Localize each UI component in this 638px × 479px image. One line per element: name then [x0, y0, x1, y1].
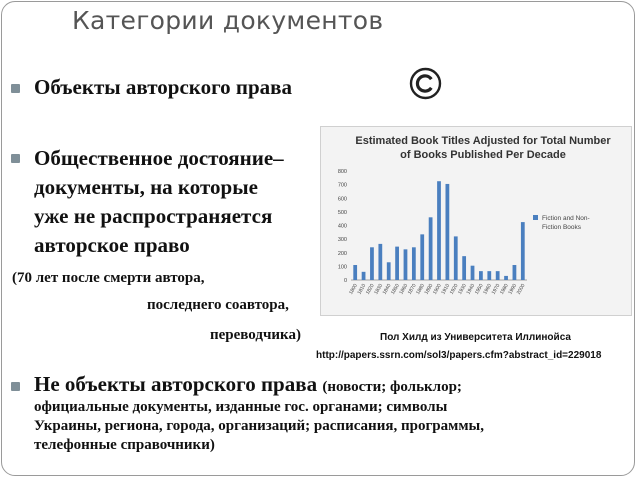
- bar-1900: [437, 181, 441, 280]
- bar-1850: [395, 247, 399, 280]
- public-domain-line: Общественное достояние–: [34, 146, 284, 170]
- x-tick-label: 1810: [356, 283, 368, 296]
- book-titles-chart: [321, 127, 631, 315]
- x-tick-label: 1860: [398, 283, 410, 296]
- non-copyright-paren: (новости; фольклор;: [322, 379, 462, 395]
- y-tick-label: 400: [337, 223, 347, 230]
- bar-1890: [429, 217, 433, 280]
- x-tick-label: 2000: [515, 283, 527, 296]
- bar-1860: [404, 249, 408, 280]
- bullet-copyright-objects: Объекты авторского права: [34, 75, 292, 99]
- square-bullet-icon: [11, 84, 20, 93]
- y-tick-label: 600: [337, 196, 347, 203]
- bar-1940: [471, 266, 475, 280]
- square-bullet-icon: [11, 154, 20, 163]
- term-note-line: последнего соавтора,: [147, 297, 289, 313]
- term-note-line: переводчика): [210, 327, 301, 343]
- bar-1960: [487, 271, 491, 280]
- legend-swatch: [533, 215, 538, 220]
- public-domain-line: авторское право: [34, 233, 190, 257]
- bar-1800: [353, 265, 357, 280]
- chart-title-line: of Books Published Per Decade: [400, 149, 566, 161]
- non-copyright-line: Украины, региона, города, организаций; расписания, программы,: [34, 418, 484, 434]
- square-bullet-icon: [11, 382, 20, 391]
- y-tick-label: 700: [337, 182, 347, 189]
- bar-1830: [378, 244, 382, 280]
- x-tick-label: 1930: [457, 283, 468, 296]
- chart-panel: [320, 126, 632, 316]
- legend-label: Fiction Books: [542, 224, 582, 231]
- x-tick-label: 1830: [373, 283, 385, 296]
- bar-1840: [387, 262, 391, 280]
- x-tick-label: 1900: [431, 283, 443, 296]
- x-tick-label: 1800: [348, 283, 359, 296]
- bar-1910: [445, 184, 449, 280]
- x-tick-label: 1870: [406, 283, 418, 296]
- bar-1980: [504, 276, 508, 280]
- x-tick-label: 1850: [390, 283, 401, 296]
- y-tick-label: 100: [337, 264, 347, 271]
- non-copyright-line: официальные документы, изданные гос. органами; символы: [34, 399, 448, 415]
- credit-url[interactable]: http://papers.ssrn.com/sol3/papers.cfm?abstract_id=229018: [316, 350, 602, 361]
- y-tick-label: 300: [337, 237, 347, 244]
- copyright-icon: [409, 67, 442, 100]
- bar-1920: [454, 236, 458, 280]
- bar-1870: [412, 247, 416, 280]
- legend-label: Fiction and Non-: [542, 215, 590, 222]
- bar-1820: [370, 247, 374, 280]
- x-tick-label: 1920: [448, 283, 460, 296]
- public-domain-line: документы, на которые: [34, 175, 258, 199]
- bullet-public-domain: [34, 144, 284, 260]
- non-copyright-title: Не объекты авторского права: [34, 372, 318, 396]
- slide-title: Категории документов: [72, 6, 384, 35]
- x-tick-label: 1960: [482, 283, 494, 296]
- x-tick-label: 1890: [423, 283, 435, 296]
- public-domain-line: уже не распространяется: [34, 204, 273, 228]
- bar-1950: [479, 271, 483, 280]
- bar-2000: [521, 222, 525, 280]
- x-tick-label: 1950: [473, 283, 485, 296]
- y-tick-label: 800: [337, 169, 347, 175]
- bar-1880: [420, 234, 424, 280]
- x-tick-label: 1840: [381, 283, 393, 296]
- bar-1810: [362, 272, 366, 280]
- x-tick-label: 1980: [499, 283, 510, 296]
- x-tick-label: 1940: [465, 283, 477, 296]
- y-tick-label: 200: [337, 250, 347, 257]
- x-tick-label: 1820: [364, 283, 376, 296]
- bullet-non-copyright: [34, 372, 462, 397]
- y-tick-label: 0: [343, 278, 347, 284]
- term-note-line: (70 лет после смерти автора,: [12, 270, 205, 286]
- credit-author: Пол Хилд из Университета Иллинойса: [380, 332, 571, 343]
- bar-1930: [462, 256, 466, 280]
- x-tick-label: 1990: [507, 283, 519, 296]
- bar-1970: [496, 271, 500, 280]
- non-copyright-line: телефонные справочники): [34, 437, 215, 453]
- y-tick-label: 500: [337, 209, 347, 216]
- chart-title-line: Estimated Book Titles Adjusted for Total Number: [355, 135, 611, 147]
- bar-1990: [513, 265, 517, 280]
- x-tick-label: 1970: [490, 283, 502, 296]
- x-tick-label: 1910: [440, 283, 452, 296]
- x-tick-label: 1880: [415, 283, 426, 296]
